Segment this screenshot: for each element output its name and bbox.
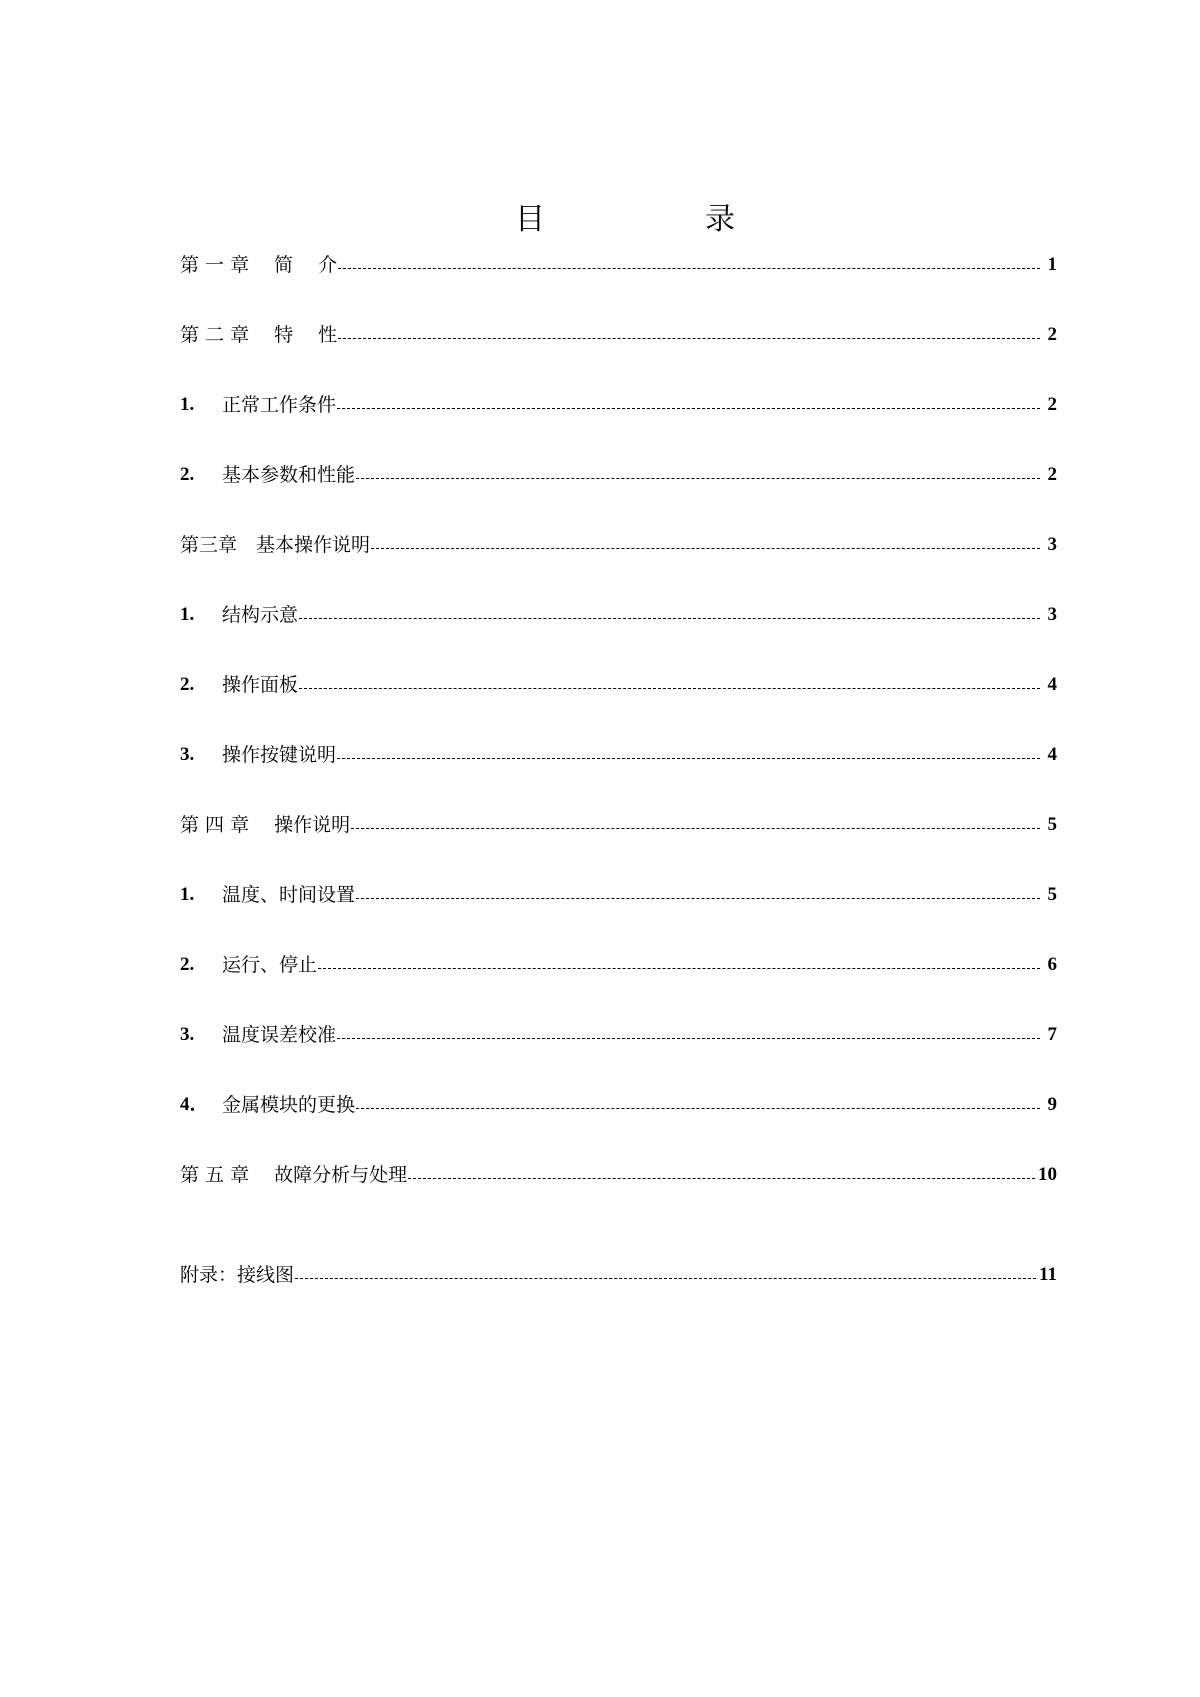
toc-leader-dots [350, 810, 1043, 840]
toc-entry-chapter-2[interactable] [180, 320, 1057, 350]
toc-entry-4-2[interactable] [180, 950, 1057, 980]
toc-entry-appendix[interactable] [180, 1260, 1057, 1290]
toc-leader-dots [294, 1260, 1039, 1290]
toc-leader-dots [298, 670, 1043, 700]
toc-page-number: 10 [1038, 1164, 1057, 1185]
toc-title-char-2: 录 [705, 202, 735, 237]
toc-leader-dots [298, 600, 1043, 630]
toc-title [515, 198, 735, 242]
toc-page-number: 6 [1047, 954, 1057, 975]
toc-page-number: 9 [1047, 1094, 1057, 1115]
toc-page-number: 7 [1047, 1024, 1057, 1045]
toc-entry-2-2[interactable] [180, 460, 1057, 490]
toc-entry-label: 第 一 章 简 介 [180, 254, 338, 276]
toc-entry-3-1[interactable] [180, 600, 1057, 630]
toc-page-number: 5 [1047, 814, 1057, 835]
toc-leader-dots [355, 1090, 1043, 1120]
toc-page-number: 5 [1047, 884, 1057, 905]
toc-entry-number: 2. [180, 954, 195, 975]
toc-page-number: 2 [1047, 394, 1057, 415]
toc-entry-label: 运行、停止 [222, 954, 318, 976]
toc-entry-3-2[interactable] [180, 670, 1057, 700]
toc-leader-dots [336, 740, 1043, 770]
toc-entry-number: 2. [180, 674, 195, 695]
toc-entry-number: 3. [180, 1024, 195, 1045]
toc-entry-label: 第 二 章 特 性 [180, 324, 338, 346]
toc-entry-chapter-4[interactable] [180, 810, 1057, 840]
toc-leader-dots [370, 530, 1043, 560]
toc-leader-dots [355, 460, 1043, 490]
toc-entry-label: 金属模块的更换 [222, 1094, 356, 1116]
toc-entry-number: 2. [180, 464, 195, 485]
toc-entry-chapter-3[interactable] [180, 530, 1057, 560]
toc-leader-dots [336, 1020, 1043, 1050]
toc-page-number: 1 [1047, 254, 1057, 275]
toc-leader-dots [337, 320, 1043, 350]
toc-entry-4-4[interactable] [180, 1090, 1057, 1120]
toc-leader-dots [337, 250, 1043, 280]
toc-leader-dots [317, 950, 1043, 980]
toc-page-number: 2 [1047, 464, 1057, 485]
toc-page-number: 2 [1047, 324, 1057, 345]
toc-entry-label: 第 五 章 故障分析与处理 [180, 1164, 408, 1186]
toc-entry-number: 4． [180, 1094, 209, 1115]
toc-entry-2-1[interactable] [180, 390, 1057, 420]
toc-page-number: 3 [1047, 604, 1057, 625]
toc-entry-number: 1. [180, 394, 195, 415]
toc-entry-label: 基本参数和性能 [222, 464, 356, 486]
toc-entry-label: 第三章 基本操作说明 [180, 534, 371, 556]
toc-leader-dots [355, 880, 1043, 910]
toc-entry-label: 操作按键说明 [222, 744, 337, 766]
toc-entry-3-3[interactable] [180, 740, 1057, 770]
toc-entry-number: 1. [180, 604, 195, 625]
toc-entry-number: 1. [180, 884, 195, 905]
toc-entry-label: 第 四 章 操作说明 [180, 814, 351, 836]
toc-entry-label: 结构示意 [222, 604, 299, 626]
toc-page-number: 4 [1047, 674, 1057, 695]
toc-entry-number: 3. [180, 744, 195, 765]
toc-entry-chapter-5[interactable] [180, 1160, 1057, 1190]
toc-page-number: 4 [1047, 744, 1057, 765]
toc-entry-4-3[interactable] [180, 1020, 1057, 1050]
toc-entry-label: 温度误差校准 [222, 1024, 337, 1046]
toc-entry-4-1[interactable] [180, 880, 1057, 910]
toc-entry-label: 正常工作条件 [222, 394, 337, 416]
toc-leader-dots [407, 1160, 1038, 1190]
toc-entry-label: 温度、时间设置 [222, 884, 356, 906]
toc-page-number: 3 [1047, 534, 1057, 555]
toc-entry-chapter-1[interactable] [180, 250, 1057, 280]
toc-entry-label: 附录：接线图 [180, 1264, 295, 1286]
toc-entry-label: 操作面板 [222, 674, 299, 696]
toc-leader-dots [336, 390, 1043, 420]
toc-page-number: 11 [1039, 1264, 1057, 1285]
toc-title-char-1: 目 [515, 202, 545, 237]
